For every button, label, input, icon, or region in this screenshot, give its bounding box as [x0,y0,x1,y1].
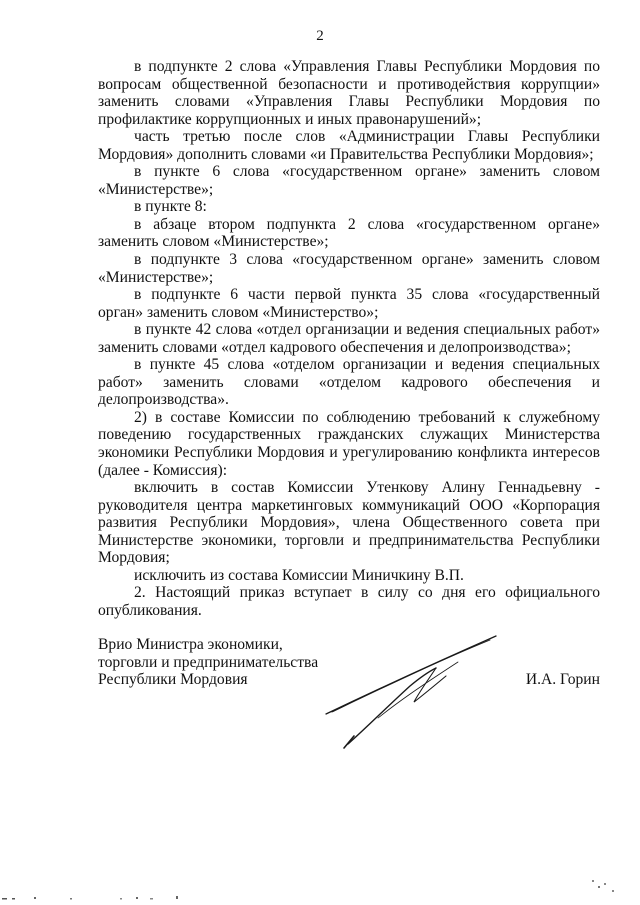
document-body [98,58,600,620]
paragraph: 2. Настоящий приказ вступает в силу со дня его официального опубликования. [98,584,600,619]
signature-position-line: торговли и предпринимательства [98,653,319,671]
paragraph: в подпункте 3 слова «государственном органе» заменить словом «Министерстве»; [98,251,600,286]
signature-position-line: Республики Мордовия [98,671,248,688]
paragraph: в пункте 42 слова «отдел организации и ведения специальных работ» заменить словами «отдел кадрового обеспечения и делопроизводства»; [98,321,600,356]
paragraph: в пункте 45 слова «отделом организации и ведения специальных работ» заменить словами «отделом кадрового обеспечения и делопроизводства». [98,356,600,409]
paragraph: 2) в составе Комиссии по соблюдению требований к служебному поведению государственных гражданских служащих Министерства экономики Республики Мордовия и урегулированию конфликта интересов (далее - Комиссия): [98,408,600,479]
paragraph: часть третью после слов «Администрации Главы Республики Мордовия» дополнить словами «и Правительства Республики Мордовия»; [98,128,600,163]
paragraph: в абзаце втором подпункта 2 слова «государственном органе» заменить словом «Министерстве»; [98,215,600,251]
signer-name: И.А. Горин [525,671,600,688]
paragraph: исключить из состава Комиссии Миничкину В.П. [134,566,464,584]
scan-speckles [0,880,640,905]
paragraph: в подпункте 2 слова «Управления Главы Республики Мордовия по вопросам общественной безопасности и противодействия коррупции» заменить словами «Управления Главы Республики Мордовия по профилактике коррупционных и иных правонарушений»; [98,58,600,128]
handwritten-signature [318,632,500,750]
paragraph: в пункте 8: [134,198,207,216]
paragraph: в пункте 6 слова «государственном органе» заменить словом «Министерстве»; [98,163,600,198]
signature-position-line: Врио Министра экономики, [98,636,283,653]
page-number: 2 [316,28,324,44]
signature-position [98,636,318,689]
paragraph: включить в состав Комиссии Утенкову Алину Геннадьевну - руководителя центра маркетинговых коммуникаций ООО «Корпорация развития Республики Мордовия», члена Общественного совета при Министерстве экономики, торговли и предпринимательства Республики Мордовия; [98,479,600,567]
paragraph: в подпункте 6 части первой пункта 35 слова «государственный орган» заменить словом «Министерство»; [98,286,600,321]
